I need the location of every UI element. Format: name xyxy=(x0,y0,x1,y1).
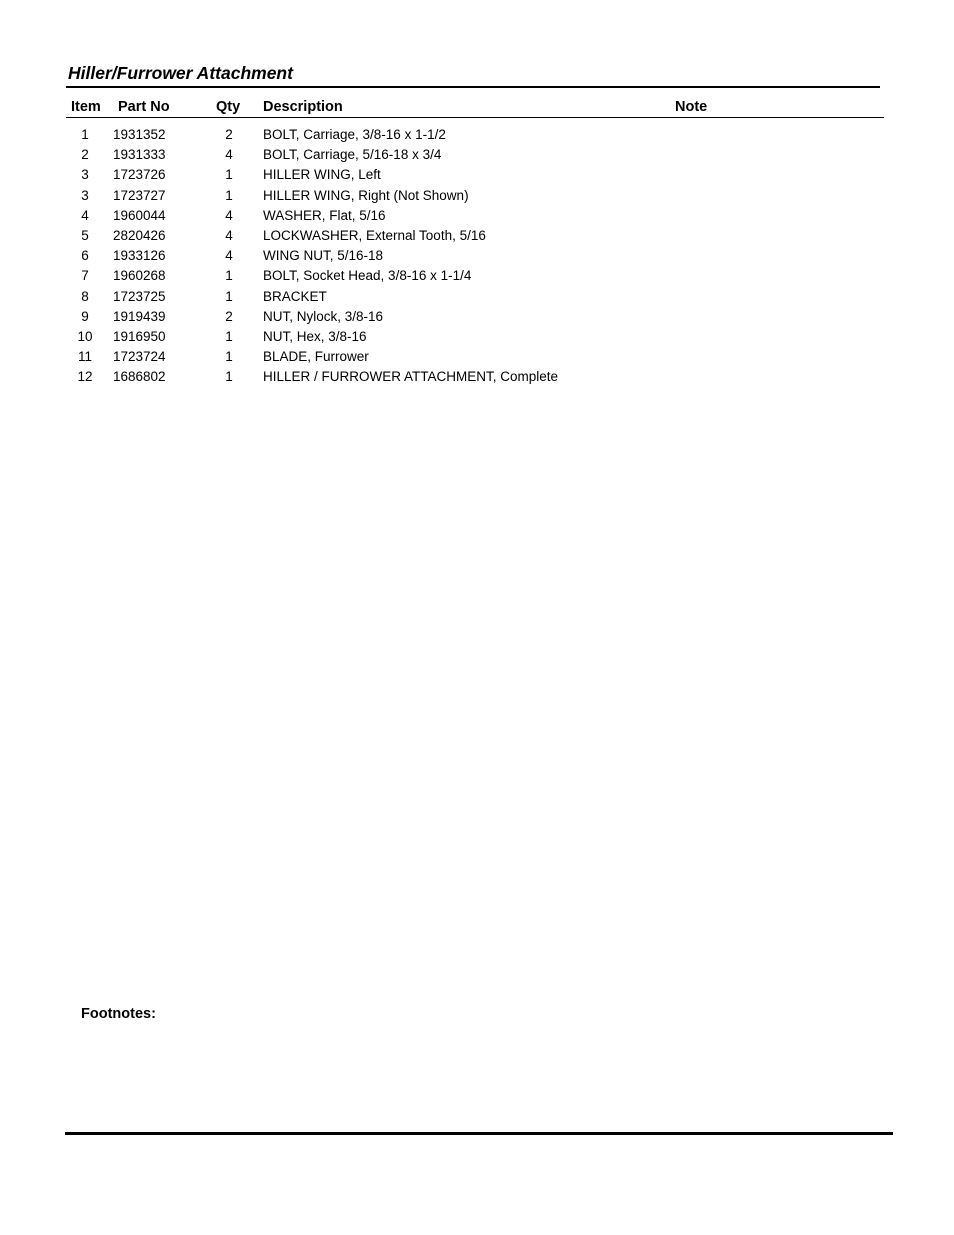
cell-description: WASHER, Flat, 5/16 xyxy=(263,207,386,223)
cell-item: 4 xyxy=(81,207,89,223)
table-row xyxy=(0,329,954,349)
header-divider xyxy=(66,117,884,118)
table-row xyxy=(0,167,954,187)
cell-description: BOLT, Carriage, 3/8-16 x 1-1/2 xyxy=(263,127,446,142)
cell-qty: 2 xyxy=(225,127,233,142)
cell-description: HILLER WING, Right (Not Shown) xyxy=(263,187,469,203)
cell-item: 9 xyxy=(81,308,89,324)
page-title: Hiller/Furrower Attachment xyxy=(68,63,293,83)
header-note: Note xyxy=(675,99,708,115)
table-row xyxy=(0,127,954,147)
header-item: Item xyxy=(71,99,101,115)
cell-part-no: 1916950 xyxy=(113,328,166,344)
cell-description: BRACKET xyxy=(263,288,327,304)
cell-part-no: 1931333 xyxy=(113,147,166,163)
cell-part-no: 1723725 xyxy=(113,288,166,304)
cell-part-no: 1960044 xyxy=(113,207,166,223)
cell-item: 11 xyxy=(77,349,92,365)
table-row xyxy=(0,147,954,167)
footnotes-label: Footnotes: xyxy=(81,1006,156,1022)
cell-item: 6 xyxy=(81,248,89,264)
cell-qty: 4 xyxy=(225,248,233,264)
cell-qty: 1 xyxy=(225,328,233,344)
cell-qty: 4 xyxy=(225,147,233,163)
cell-item: 12 xyxy=(77,369,93,385)
cell-part-no: 1723727 xyxy=(113,187,166,203)
title-divider xyxy=(66,86,880,88)
cell-qty: 1 xyxy=(225,349,233,365)
table-row xyxy=(0,369,954,389)
table-row xyxy=(0,309,954,329)
footer-divider xyxy=(65,1132,893,1135)
header-qty: Qty xyxy=(216,99,241,115)
cell-qty: 4 xyxy=(225,227,233,243)
header-description: Description xyxy=(263,99,343,115)
table-row xyxy=(0,248,954,268)
cell-description: NUT, Hex, 3/8-16 xyxy=(263,328,367,344)
cell-qty: 1 xyxy=(225,288,233,304)
cell-part-no: 1960268 xyxy=(113,268,166,284)
cell-item: 7 xyxy=(81,268,89,284)
cell-part-no: 1723726 xyxy=(113,167,166,183)
cell-item: 10 xyxy=(77,328,93,344)
cell-qty: 1 xyxy=(225,187,233,203)
cell-item: 1 xyxy=(81,127,89,142)
header-part-no: Part No xyxy=(118,99,170,115)
cell-description: HILLER WING, Left xyxy=(263,167,381,183)
cell-qty: 1 xyxy=(225,268,233,284)
cell-item: 8 xyxy=(81,288,89,304)
cell-qty: 1 xyxy=(225,369,233,385)
cell-description: NUT, Nylock, 3/8-16 xyxy=(263,308,384,324)
table-row xyxy=(0,188,954,208)
cell-item: 3 xyxy=(81,167,89,183)
cell-description: BLADE, Furrower xyxy=(263,349,369,365)
cell-description: LOCKWASHER, External Tooth, 5/16 xyxy=(263,227,486,243)
cell-qty: 1 xyxy=(225,167,233,183)
parts-table-header xyxy=(0,99,954,117)
cell-part-no: 1919439 xyxy=(113,308,166,324)
cell-description: BOLT, Carriage, 5/16-18 x 3/4 xyxy=(263,147,442,163)
cell-part-no: 1931352 xyxy=(113,127,166,142)
cell-part-no: 2820426 xyxy=(113,227,166,243)
table-row xyxy=(0,349,954,369)
cell-description: BOLT, Socket Head, 3/8-16 x 1-1/4 xyxy=(263,268,472,284)
parts-table-body xyxy=(0,127,954,389)
table-row xyxy=(0,268,954,288)
cell-description: WING NUT, 5/16-18 xyxy=(263,248,384,264)
table-row xyxy=(0,208,954,228)
table-row xyxy=(0,228,954,248)
cell-qty: 2 xyxy=(225,308,233,324)
cell-part-no: 1723724 xyxy=(113,349,166,365)
cell-qty: 4 xyxy=(225,207,233,223)
cell-item: 5 xyxy=(81,227,89,243)
cell-item: 3 xyxy=(81,187,89,203)
cell-description: HILLER / FURROWER ATTACHMENT, Complete xyxy=(263,369,559,385)
table-row xyxy=(0,289,954,309)
cell-part-no: 1933126 xyxy=(113,248,166,264)
cell-part-no: 1686802 xyxy=(113,369,166,385)
cell-item: 2 xyxy=(81,147,89,163)
